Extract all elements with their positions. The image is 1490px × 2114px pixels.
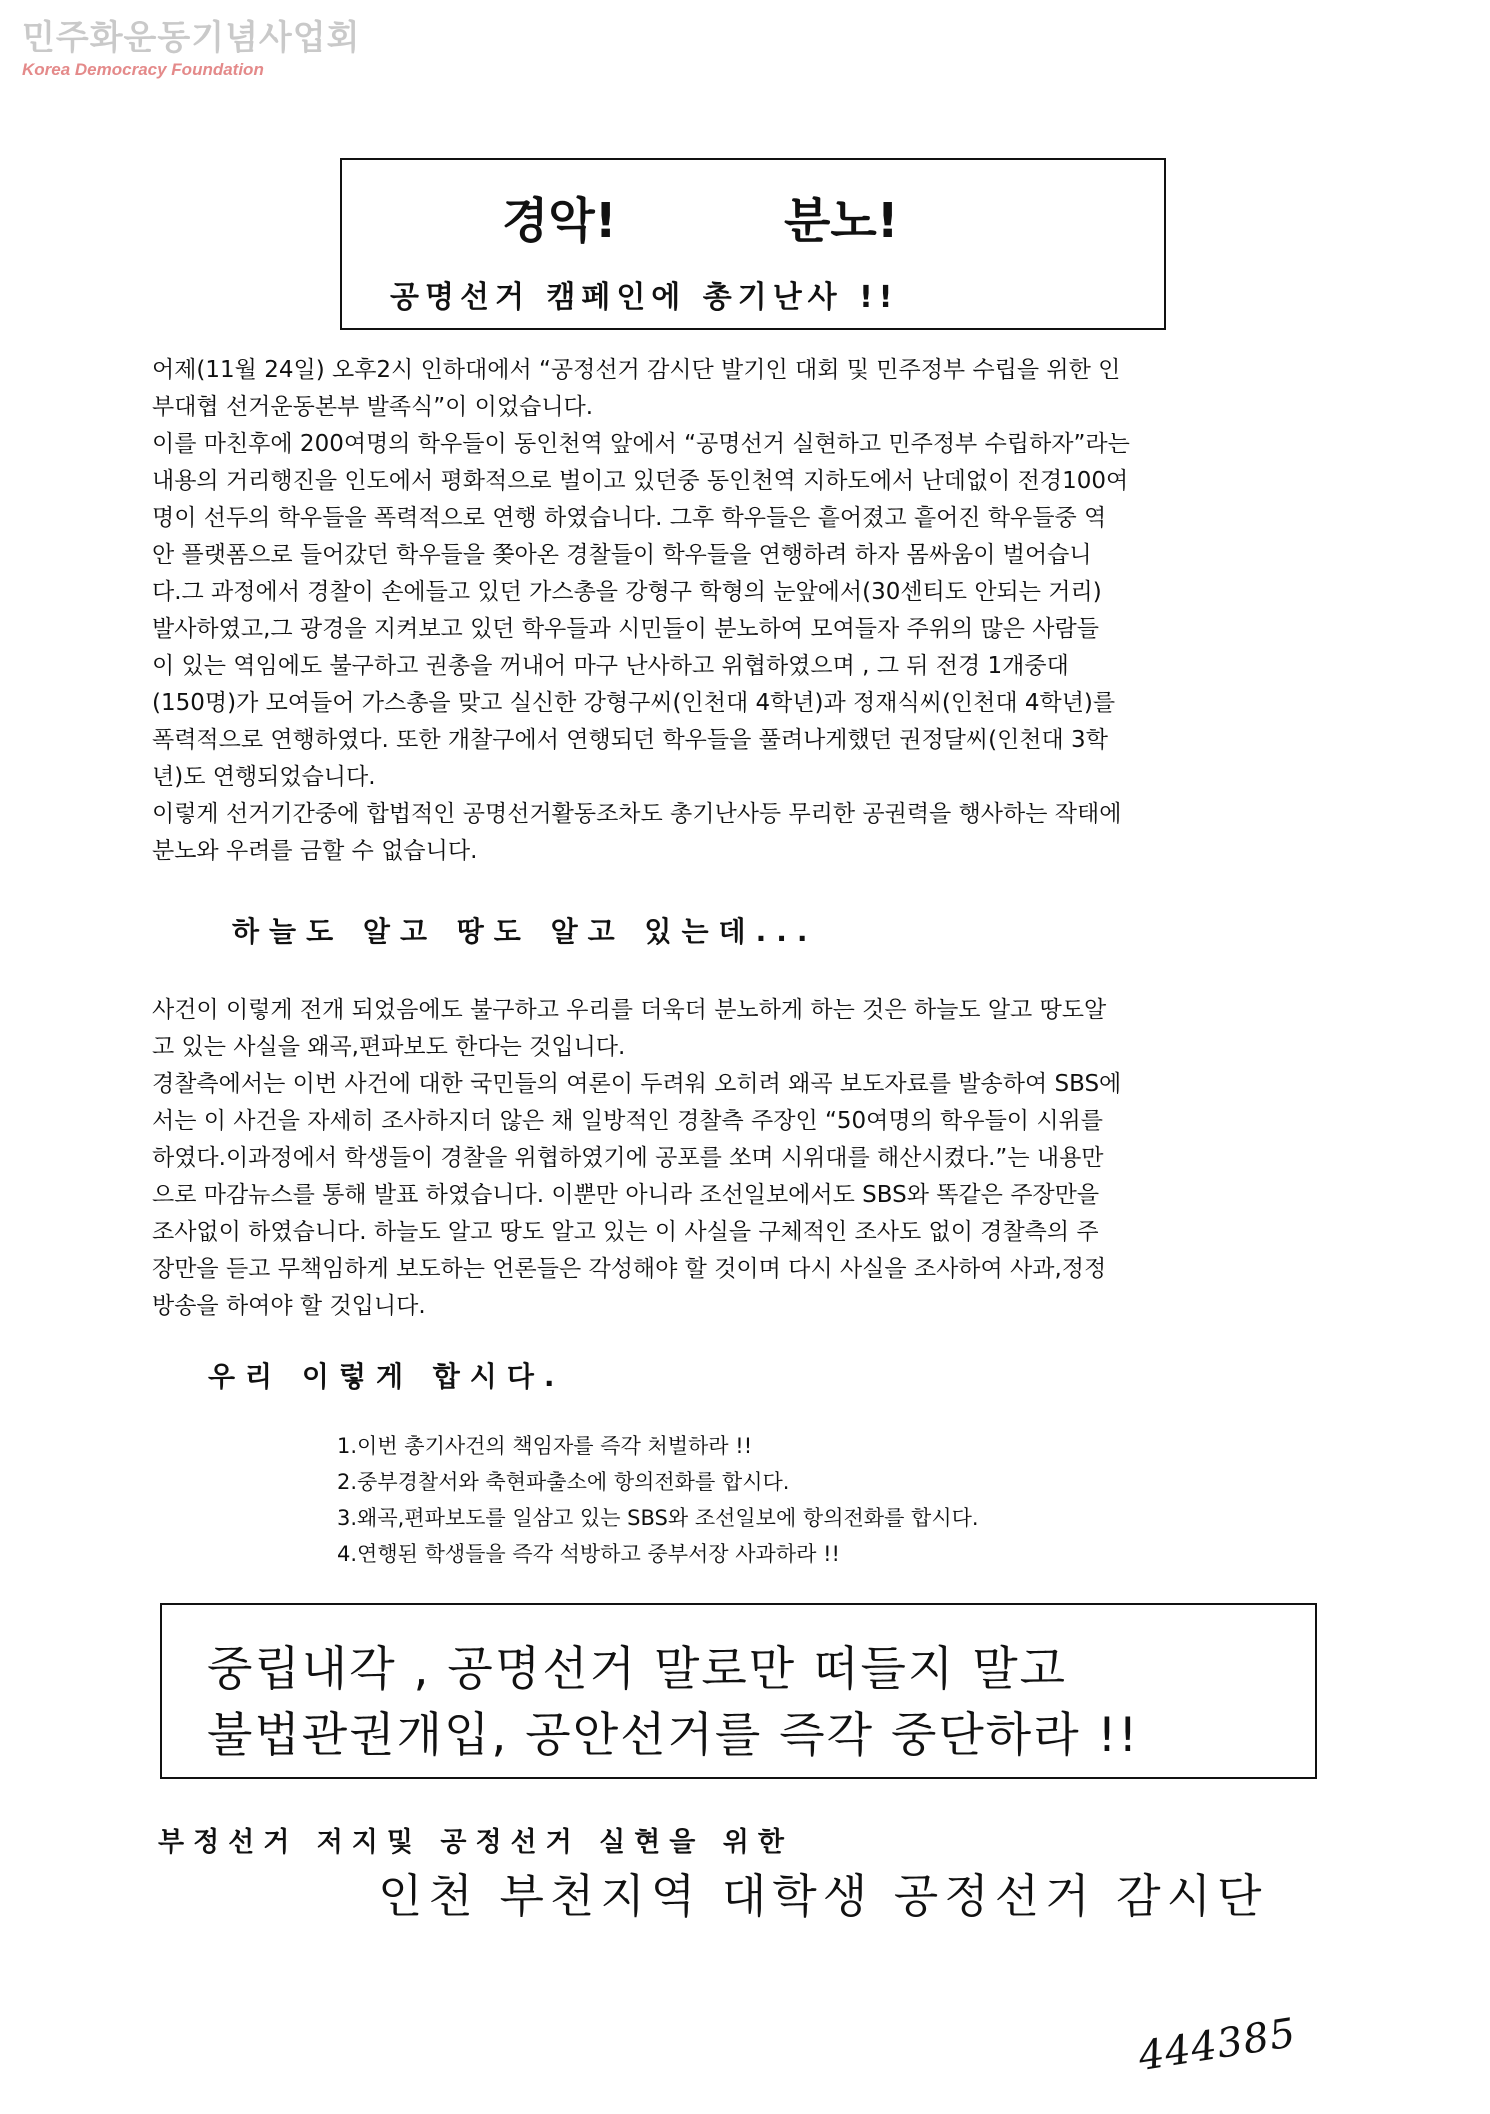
title-subtitle: 공명선거 캠페인에 총기난사 !! [390,280,899,315]
title-word-anger: 분노! [784,193,899,249]
slogan-line: 불법관권개입, 공안선거를 즉각 중단하라 !! [207,1708,1140,1763]
text-line: (150명)가 모여들어 가스총을 맞고 실신한 강형구씨(인천대 4학년)과 정재식씨(인천대 4학년)를 [152,690,1116,716]
text-line: 이렇게 선거기간중에 합법적인 공명선거활동조차도 총기난사등 무리한 공권력을 행사하는 작태에 [152,801,1122,827]
organization-tagline: 부정선거 저지및 공정선거 실현을 위한 [158,1827,793,1858]
text-line: 년)도 연행되었습니다. [152,764,376,790]
demand-item: 2.중부경찰서와 축현파출소에 항의전화를 합시다. [337,1470,790,1494]
text-line: 안 플랫폼으로 들어갔던 학우들을 쫒아온 경찰들이 학우들을 연행하려 하자 몸싸움이 벌어습니 [152,542,1092,568]
demands-list [337,1428,979,1572]
text-line: 분노와 우려를 금할 수 없습니다. [152,838,478,864]
watermark-korean: 민주화운동기념사업회 [22,18,361,58]
slogan-box [160,1603,1317,1779]
text-line: 다.그 과정에서 경찰이 손에들고 있던 가스총을 강형구 학형의 눈앞에서(30센티도 안되는 거리) [152,579,1102,605]
body-paragraph-1 [152,352,1337,870]
handwritten-archive-number: 444385 [1135,2009,1300,2081]
text-line: 방송을 하여야 할 것입니다. [152,1293,426,1319]
watermark-english: Korea Democracy Foundation [22,60,264,79]
text-line: 내용의 거리행진을 인도에서 평화적으로 벌이고 있던중 동인천역 지하도에서 난데없이 전경100여 [152,468,1129,494]
demand-item: 4.연행된 학생들을 즉각 석방하고 중부서장 사과하라 !! [337,1542,840,1566]
title-box [340,158,1166,330]
text-line: 부대협 선거운동본부 발족식”이 이었습니다. [152,394,594,420]
text-line: 조사없이 하였습니다. 하늘도 알고 땅도 알고 있는 이 사실을 구체적인 조사도 없이 경찰측의 주 [152,1219,1099,1245]
text-line: 어제(11월 24일) 오후2시 인하대에서 “공정선거 감시단 발기인 대회 및 민주정부 수립을 위한 인 [152,357,1121,383]
section-heading-lets-do: 우리 이렇게 합시다. [208,1360,565,1393]
text-line: 경찰측에서는 이번 사건에 대한 국민들의 여론이 두려워 오히려 왜곡 보도자료를 발송하여 SBS에 [152,1071,1122,1097]
text-line: 서는 이 사건을 자세히 조사하지더 않은 채 일방적인 경찰측 주장인 “50여명의 학우들이 시위를 [152,1108,1103,1134]
title-word-astonishment: 경악! [502,193,617,249]
text-line: 발사하였고,그 광경을 지켜보고 있던 학우들과 시민들이 분노하여 모여들자 주위의 많은 사람들 [152,616,1099,642]
text-line: 이를 마친후에 200여명의 학우들이 동인천역 앞에서 “공명선거 실현하고 민주정부 수립하자”라는 [152,431,1130,457]
body-paragraph-2 [152,992,1337,1325]
demand-item: 1.이번 총기사건의 책임자를 즉각 처벌하라 !! [337,1434,753,1458]
text-line: 고 있는 사실을 왜곡,편파보도 한다는 것입니다. [152,1034,626,1060]
watermark-logo [22,18,360,80]
demand-item: 3.왜곡,편파보도를 일삼고 있는 SBS와 조선일보에 항의전화를 합시다. [337,1506,979,1530]
slogan-line: 중립내각 , 공명선거 말로만 떠들지 말고 [207,1642,1068,1697]
text-line: 사건이 이렇게 전개 되었음에도 불구하고 우리를 더욱더 분노하게 하는 것은 하늘도 알고 땅도알 [152,997,1107,1023]
text-line: 하였다.이과정에서 학생들이 경찰을 위협하였기에 공포를 쏘며 시위대를 해산시켰다.”는 내용만 [152,1145,1104,1171]
text-line: 이 있는 역임에도 불구하고 권총을 꺼내어 마구 난사하고 위협하였으며 , 그 뒤 전경 1개중대 [152,653,1069,679]
section-heading-heaven-knows: 하늘도 알고 땅도 알고 있는데... [232,915,818,948]
text-line: 명이 선두의 학우들을 폭력적으로 연행 하였습니다. 그후 학우들은 흩어졌고 흩어진 학우들중 역 [152,505,1107,531]
text-line: 으로 마감뉴스를 통해 발표 하였습니다. 이뿐만 아니라 조선일보에서도 SBS와 똑같은 주장만을 [152,1182,1100,1208]
text-line: 폭력적으로 연행하였다. 또한 개찰구에서 연행되던 학우들을 풀려나게했던 권정달씨(인천대 3학 [152,727,1108,753]
organization-name: 인천 부천지역 대학생 공정선거 감시단 [378,1869,1268,1923]
text-line: 장만을 듣고 무책임하게 보도하는 언론들은 각성해야 할 것이며 다시 사실을 조사하여 사과,정정 [152,1256,1107,1282]
